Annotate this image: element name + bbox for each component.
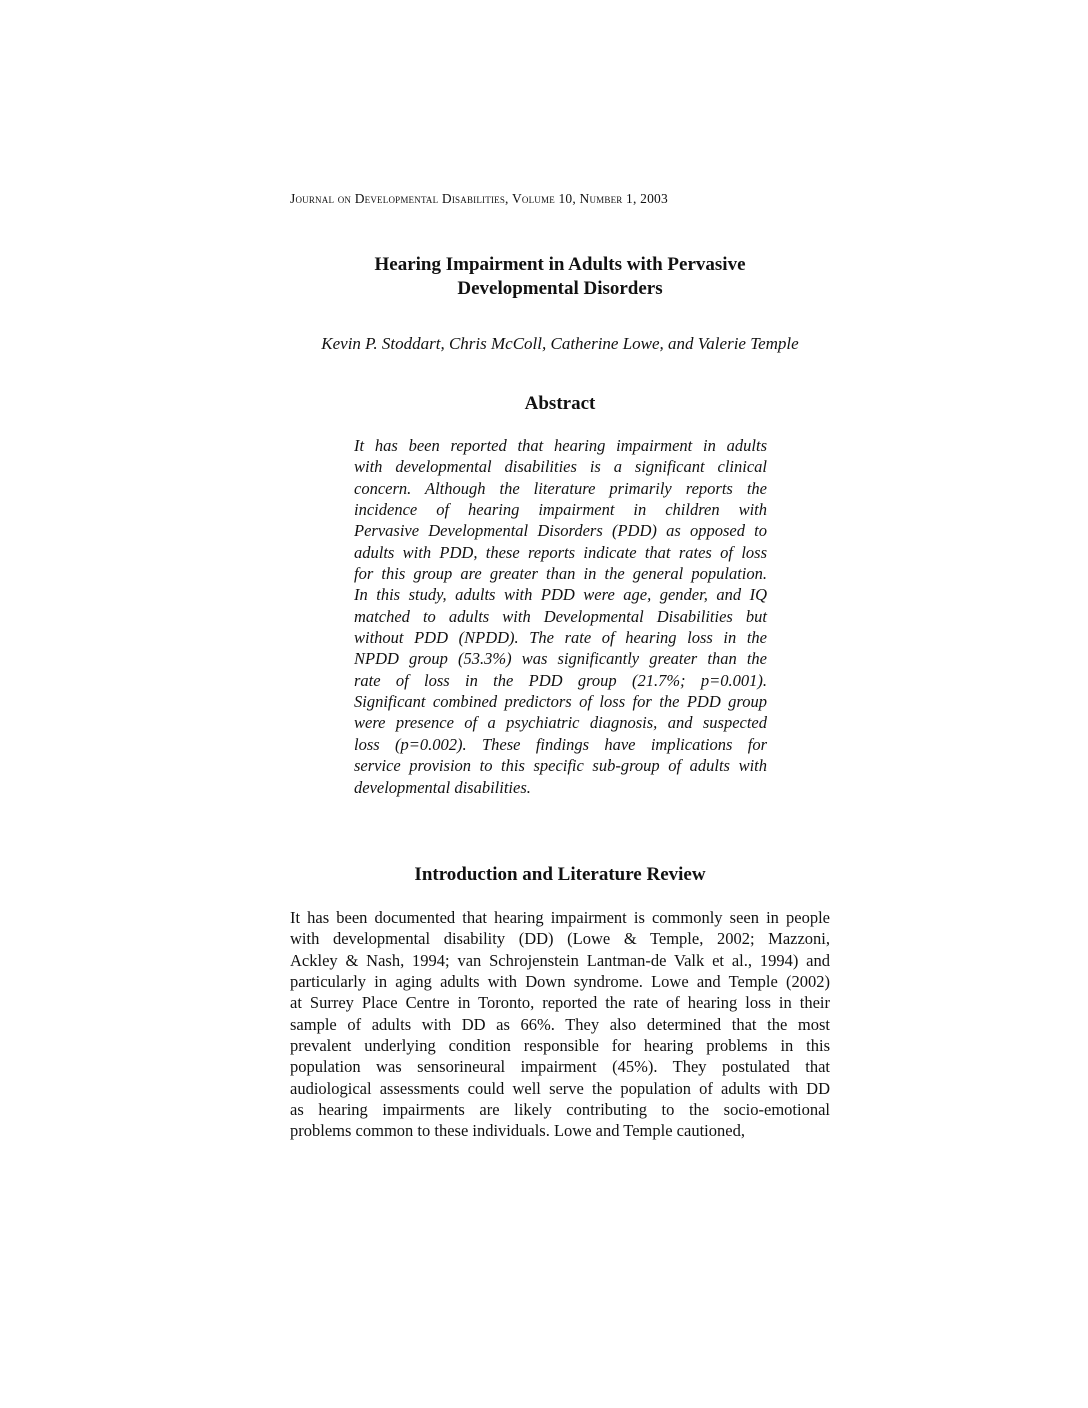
abstract-text-line: with developmental disabilities is a significant clinical — [354, 457, 767, 477]
introduction-text-line: as hearing impairments are likely contributing to the socio-emotional — [290, 1100, 830, 1120]
abstract-body — [354, 435, 767, 798]
abstract-text-line: service provision to this specific sub-group of adults with — [354, 756, 767, 776]
abstract-text-line: matched to adults with Developmental Disabilities but — [354, 606, 767, 626]
introduction-text-line: population was sensorineural impairment (45%). They postulated that — [290, 1057, 830, 1077]
abstract-text-line: incidence of hearing impairment in children with — [354, 500, 767, 520]
abstract-text-line: NPDD group (53.3%) was significantly greater than the — [354, 649, 767, 669]
introduction-body — [290, 907, 830, 1142]
abstract-text-line: Significant combined predictors of loss for the PDD group — [354, 692, 767, 712]
author-list: Kevin P. Stoddart, Chris McColl, Catherine Lowe, and Valerie Temple — [321, 334, 799, 353]
abstract-text-line: rate of loss in the PDD group (21.7%; p=0.001). — [354, 670, 767, 690]
abstract-text-line: developmental disabilities. — [354, 777, 531, 797]
introduction-text-line: with developmental disability (DD) (Lowe & Temple, 2002; Mazzoni, — [290, 929, 830, 949]
abstract-heading: Abstract — [524, 393, 596, 414]
introduction-text-line: problems common to these individuals. Lowe and Temple cautioned, — [290, 1121, 745, 1141]
abstract-text-line: without PDD (NPDD). The rate of hearing loss in the — [354, 628, 767, 648]
introduction-text-line: at Surrey Place Centre in Toronto, reported the rate of hearing loss in their — [290, 993, 830, 1013]
abstract-text-line: Pervasive Developmental Disorders (PDD) as opposed to — [354, 521, 767, 541]
abstract-text-line: were presence of a psychiatric diagnosis, and suspected — [354, 713, 767, 733]
title-line-2: Developmental Disorders — [457, 278, 663, 299]
introduction-text-line: particularly in aging adults with Down syndrome. Lowe and Temple (2002) — [290, 972, 830, 992]
abstract-text-line: In this study, adults with PDD were age, gender, and IQ — [354, 585, 767, 605]
introduction-text-line: It has been documented that hearing impairment is commonly seen in people — [290, 908, 830, 927]
section-heading-introduction: Introduction and Literature Review — [414, 864, 706, 885]
introduction-text-line: audiological assessments could well serve the population of adults with DD — [290, 1078, 830, 1098]
running-head: Journal on Developmental Disabilities, Volume 10, Number 1, 2003 — [290, 191, 668, 206]
introduction-text-line: Ackley & Nash, 1994; van Schrojenstein Lantman-de Valk et al., 1994) and — [290, 950, 830, 970]
title-line-1: Hearing Impairment in Adults with Pervasive — [374, 254, 746, 275]
abstract-text-line: concern. Although the literature primarily reports the — [354, 478, 767, 498]
paper-title — [290, 253, 830, 301]
abstract-text-line: It has been reported that hearing impairment in adults — [354, 436, 767, 455]
abstract-text-line: adults with PDD, these reports indicate that rates of loss — [354, 542, 767, 562]
introduction-text-line: sample of adults with DD as 66%. They also determined that the most — [290, 1014, 830, 1034]
abstract-text-line: for this group are greater than in the general population. — [354, 564, 767, 584]
abstract-text-line: loss (p=0.002). These findings have implications for — [354, 734, 767, 754]
introduction-text-line: prevalent underlying condition responsible for hearing problems in this — [290, 1036, 830, 1056]
